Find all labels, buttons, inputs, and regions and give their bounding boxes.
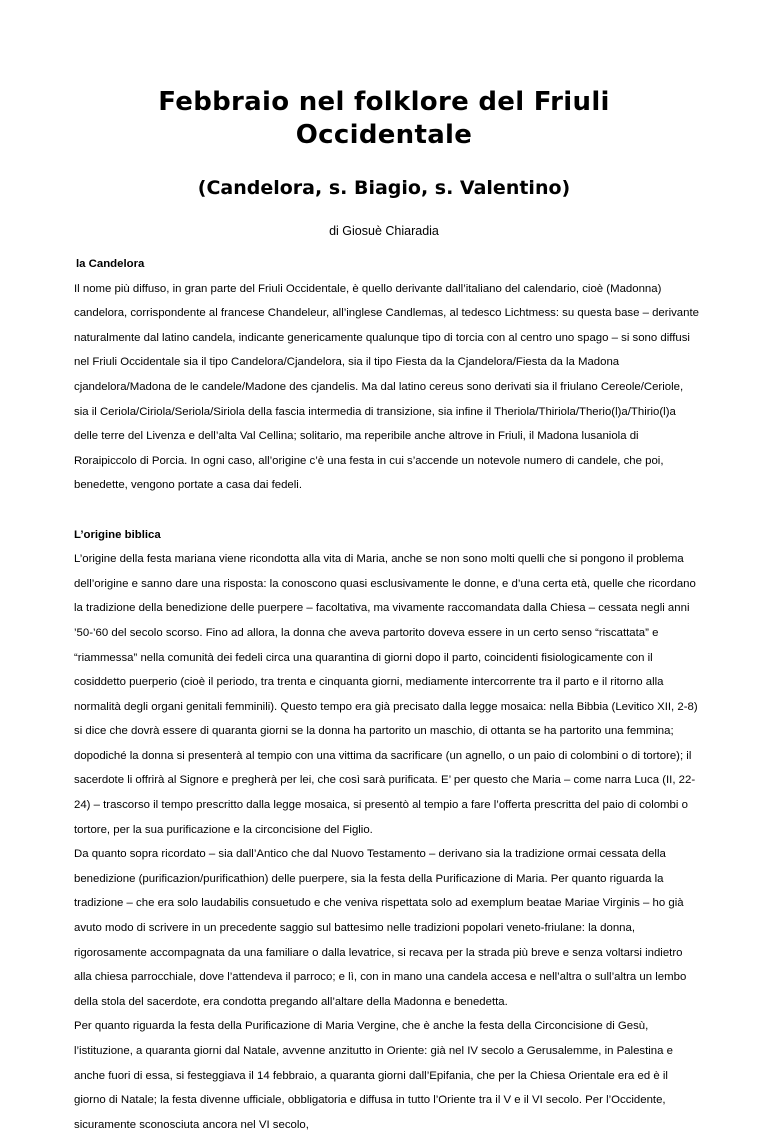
document-subtitle: (Candelora, s. Biagio, s. Valentino) (197, 177, 571, 199)
paragraph-festa-purificazione: Per quanto riguarda la festa della Purificazione di Maria Vergine, che è anche la festa della Circoncisione di Gesù, l’istituzione, a quaranta giorni dal Natale, avvenne anzitutto in Oriente: già nel IV secolo a Gerusalemme, in Palestina e anche fuori di essa, si festeggiava il 14 febbraio, a quaranta giorni dall’Epifania, che per la Chiesa Orientale era ed è il giorno di Natale; la festa divenne ufficiale, obbligatoria e diffusa in tutto l’Oriente tra il V e il VI secolo. Per l’Occidente, sicuramente sconosciuta ancora nel VI secolo, (74, 1020, 673, 1131)
section-gap (74, 498, 700, 523)
author-byline: di Giosuè Chiaradia (329, 224, 439, 238)
title-line-2: Occidentale (295, 120, 473, 150)
section-heading-candelora: la Candelora (76, 258, 145, 270)
paragraph-purificazione-tradizione: Da quanto sopra ricordato – sia dall’Antico che dal Nuovo Testamento – derivano sia la tradizione ormai cessata della benedizione (purificazion/purificathion) delle puerpere, sia la festa della Purificazione di Maria. Per quanto riguarda la tradizione – che era solo laudabilis consuetudo e che veniva rispettata solo ad exemplum beatae Mariae Virginis – ho già avuto modo di scrivere in un precedente saggio sul battesimo nelle tradizioni popolari veneto-friulane: la donna, rigorosamente accompagnata da una familiare o dalla levatrice, si recava per la strada più breve e senza voltarsi indietro alla chiesa parrocchiale, dove l’attendeva il parroco; e lì, con in mano una candela accesa e nell’altra o sull’altra un lembo della stola del sacerdote, era condotta pregando all’altare della Madonna e benedetta. (74, 848, 687, 1008)
document-title (0, 86, 768, 152)
paragraph-candelora-names: Il nome più diffuso, in gran parte del Friuli Occidentale, è quello derivante dall’italiano del calendario, cioè (Madonna) candelora, corrispondente al francese Chandeleur, all’inglese Candlemas, al tedesco Lichtmess: su questa base – derivante naturalmente dal latino candela, indicante genericamente qualunque tipo di torcia con al centro uno spago – si sono diffusi nel Friuli Occidentale sia il tipo Candelora/Cjandelora, sia il tipo Fiesta da la Cjandelora/Fiesta da la Madona cjandelora/Madona de le candele/Madone des cjandelis. Ma dal latino cereus sono derivati sia il friulano Cereole/Ceriole, sia il Ceriola/Ciriola/Seriola/Siriola della fascia intermedia di transizione, sia infine il Theriola/Thiriola/Therio(l)a/Thirio(l)a delle terre del Livenza e dell’alta Val Cellina; solitario, ma reperibile anche altrove in Friuli, il Madona lusaniola di Roraipiccolo di Porcia. In ogni caso, all’origine c’è una festa in cui s’accende un notevole numero di candele, che poi, benedette, vengono portate a casa dai fedeli. (74, 282, 699, 492)
title-line-1: Febbraio nel folklore del Friuli (158, 87, 610, 117)
section-heading-origine-biblica: L’origine biblica (74, 528, 161, 541)
paragraph-origine: L’origine della festa mariana viene ricondotta alla vita di Maria, anche se non sono molti quelli che si pongono il problema dell’origine e sanno dare una risposta: la conoscono quasi esclusivamente le donne, e d’una certa età, quelle che ricordano la tradizione della benedizione delle puerpere – facoltativa, ma vivamente raccomandata dalla Chiesa – cessata negli anni ’50-’60 del secolo scorso. Fino ad allora, la donna che aveva partorito doveva essere in un certo senso “riscattata” e “riammessa” nella comunità dei fedeli circa una quarantina di giorni dopo il parto, coincidenti fisiologicamente con il cosiddetto puerperio (cioè il periodo, tra trenta e cinquanta giorni, mediamente intercorrente tra il parto e il ritorno alla normalità degli organi genitali femminili). Questo tempo era già precisato dalla legge mosaica: nella Bibbia (Levitico XII, 2-8) si dice che dovrà essere di quaranta giorni se la donna ha partorito un maschio, di ottanta se ha partorito una femmina; dopodiché la donna si presenterà al tempio con una vittima da sacrificare (un agnello, o un paio di colombini o di tortore); il sacerdote li offrirà al Signore e pregherà per lei, che così sarà purificata. E’ per questo che Maria – come narra Luca (II, 22-24) – trascorso il tempo prescritto dalla legge mosaica, si presentò al tempio a fare l’offerta prescritta del paio di colombi o tortore, per la sua purificazione e la circoncisione del Figlio. (74, 553, 698, 836)
document-body (74, 252, 700, 1137)
